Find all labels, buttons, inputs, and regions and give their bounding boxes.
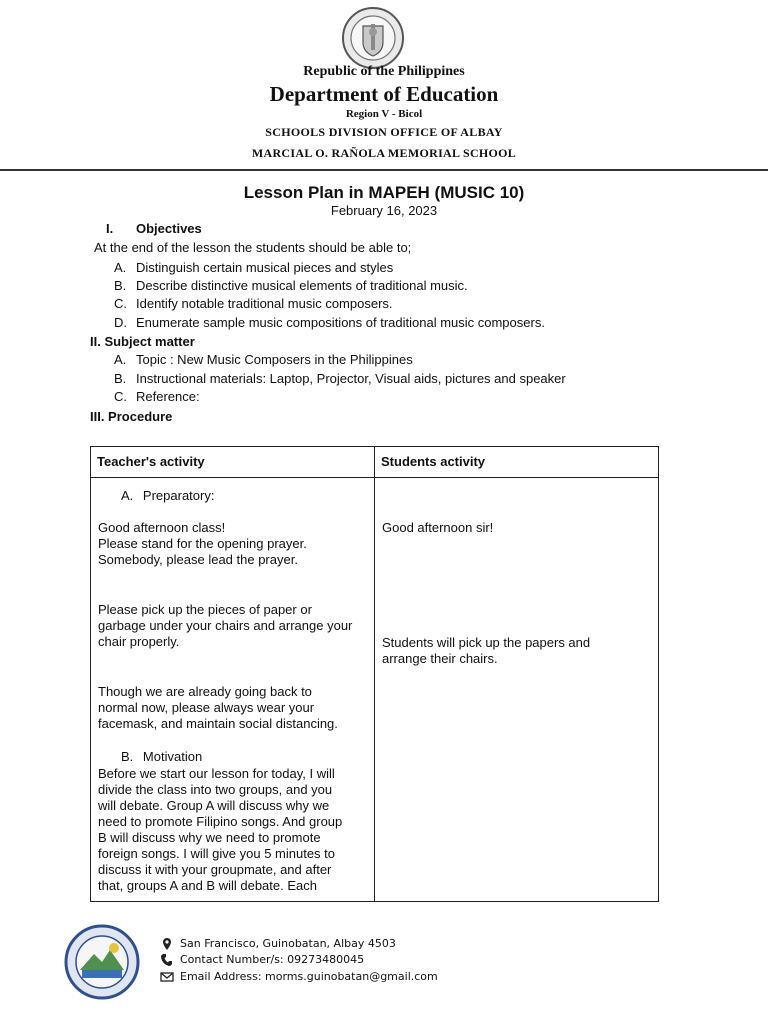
subject-matter-item — [114, 352, 674, 368]
motivation-text: Motivation — [142, 749, 203, 764]
header-division: SCHOOLS DIVISION OFFICE OF ALBAY — [265, 125, 503, 139]
location-pin-icon — [160, 937, 174, 951]
table-row — [91, 478, 659, 902]
teacher-line: divide the class into two groups, and you — [98, 782, 333, 797]
teacher-line: Though we are already going back to — [98, 684, 312, 699]
teacher-activity-cell — [91, 478, 375, 902]
procedure-heading: III. Procedure — [90, 409, 173, 424]
objectives-intro: At the end of the lesson the students should be able to; — [94, 240, 412, 255]
teacher-line: Please pick up the pieces of paper or — [98, 602, 312, 617]
subject-letter: A. — [114, 352, 127, 367]
motivation-letter: B. — [121, 749, 134, 764]
teacher-line: Before we start our lesson for today, I will — [98, 766, 335, 781]
deped-seal-icon — [341, 6, 405, 70]
header-school: MARCIAL O. RAÑOLA MEMORIAL SCHOOL — [251, 146, 517, 160]
students-greeting: Good afternoon sir! — [382, 520, 494, 535]
teacher-activity-header: Teacher's activity — [91, 447, 375, 478]
teacher-line: discuss it with your groupmate, and after — [98, 862, 332, 877]
teacher-line: Somebody, please lead the prayer. — [98, 552, 298, 567]
phone-icon — [160, 953, 174, 967]
email-icon — [160, 970, 174, 984]
objective-letter: D. — [114, 315, 127, 330]
footer-email: Email Address: morms.guinobatan@gmail.com — [180, 970, 438, 983]
subject-matter-item — [114, 371, 674, 387]
subject-text: Instructional materials: Laptop, Projector, Visual aids, pictures and speaker — [136, 371, 566, 386]
teacher-line: Please stand for the opening prayer. — [98, 536, 307, 551]
teacher-line: garbage under your chairs and arrange your — [98, 618, 353, 633]
preparatory-text: Preparatory: — [142, 488, 215, 503]
footer-address: San Francisco, Guinobatan, Albay 4503 — [180, 937, 396, 950]
objective-item — [114, 315, 674, 331]
subject-matter-item — [114, 389, 674, 405]
objective-letter: A. — [114, 260, 127, 275]
objective-letter: B. — [114, 278, 127, 293]
teacher-line: will debate. Group A will discuss why we — [98, 798, 330, 813]
footer-contact: Contact Number/s: 09273480045 — [180, 953, 365, 966]
subject-letter: C. — [114, 389, 127, 404]
lesson-date: February 16, 2023 — [330, 203, 438, 218]
students-papers-response — [382, 635, 654, 667]
student-line: Students will pick up the papers and — [382, 635, 591, 650]
student-line: arrange their chairs. — [382, 651, 498, 666]
teacher-line: that, groups A and B will debate. Each — [98, 878, 317, 893]
table-header-row — [91, 447, 659, 478]
header-department: Department of Education — [269, 82, 499, 106]
objective-item — [114, 260, 674, 276]
teacher-line: B will discuss why we need to promote — [98, 830, 321, 845]
school-logo-icon — [64, 924, 140, 1000]
subject-text: Reference: — [136, 389, 200, 404]
preparatory-label — [121, 488, 393, 504]
teacher-greeting — [98, 520, 370, 568]
teacher-line: chair properly. — [98, 634, 180, 649]
teacher-facemask-reminder — [98, 684, 370, 732]
objective-letter: C. — [114, 296, 127, 311]
teacher-garbage-instruction — [98, 602, 370, 650]
teacher-line: foreign songs. I will give you 5 minutes to — [98, 846, 336, 861]
activity-table — [90, 446, 659, 902]
students-activity-cell — [375, 478, 659, 902]
objectives-number: I. — [106, 221, 114, 236]
objective-item — [114, 296, 674, 312]
objective-text: Describe distinctive musical elements of traditional music. — [136, 278, 468, 293]
objective-text: Distinguish certain musical pieces and styles — [136, 260, 394, 275]
objective-item — [114, 278, 674, 294]
teacher-line: Good afternoon class! — [98, 520, 226, 535]
subject-text: Topic : New Music Composers in the Philippines — [136, 352, 413, 367]
teacher-line: facemask, and maintain social distancing. — [98, 716, 338, 731]
header-region: Region V - Bicol — [345, 108, 423, 120]
objective-text: Identify notable traditional music composers. — [136, 296, 393, 311]
header-divider — [0, 169, 768, 171]
lesson-title: Lesson Plan in MAPEH (MUSIC 10) — [243, 183, 525, 202]
objective-text: Enumerate sample music compositions of traditional music composers. — [136, 315, 545, 330]
subject-letter: B. — [114, 371, 127, 386]
students-activity-header: Students activity — [375, 447, 659, 478]
objectives-heading: Objectives — [136, 221, 202, 236]
preparatory-letter: A. — [121, 488, 134, 503]
teacher-line: need to promote Filipino songs. And group — [98, 814, 343, 829]
header-republic: Republic of the Philippines — [303, 64, 465, 79]
motivation-label — [121, 749, 393, 765]
teacher-line: normal now, please always wear your — [98, 700, 315, 715]
teacher-debate-instruction — [98, 766, 370, 894]
subject-matter-heading: II. Subject matter — [90, 334, 195, 349]
